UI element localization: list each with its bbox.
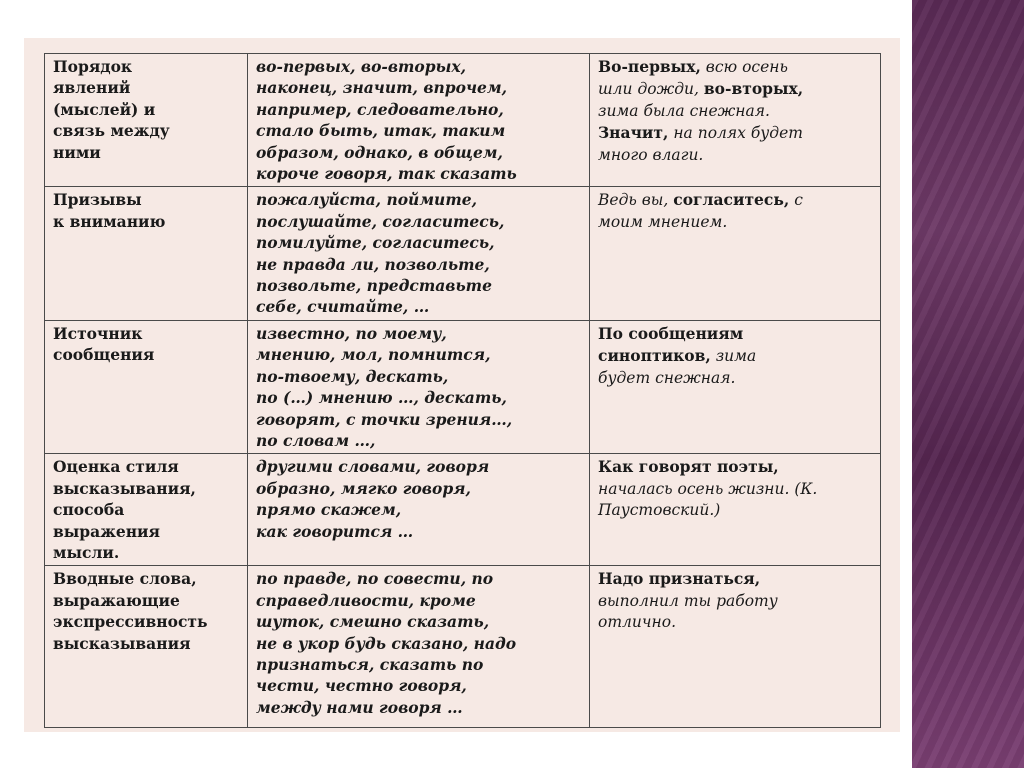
introductory-words-cell — [248, 454, 590, 566]
example-emphasis: во-вторых, — [703, 79, 804, 99]
example-text: много влаги. — [598, 145, 704, 164]
example-text: Паустовский.) — [598, 501, 721, 520]
words-line: образом, однако, в общем, — [256, 142, 503, 162]
example-line — [598, 323, 872, 345]
example-cell — [590, 320, 881, 453]
example-line — [598, 500, 872, 521]
category-cell — [45, 454, 248, 566]
example-text: началась осень жизни. (К. — [598, 479, 818, 498]
category-cell — [45, 566, 248, 728]
words-line: например, следовательно, — [256, 99, 504, 119]
words-line: шуток, смешно сказать, — [256, 612, 490, 632]
words-line: другими словами, говоря — [256, 457, 490, 477]
example-emphasis: синоптиков, — [598, 346, 711, 366]
words-line: по (…) мнению …, дескать, — [256, 388, 507, 408]
example-emphasis: Как говорят поэты, — [598, 457, 779, 477]
introductory-words-cell — [248, 54, 590, 187]
category-cell — [45, 54, 248, 187]
category-line: высказывания, — [53, 478, 196, 498]
words-line: по словам …, — [256, 430, 376, 450]
example-text: отлично. — [598, 613, 676, 632]
example-line — [598, 368, 872, 389]
category-line: к вниманию — [53, 211, 166, 231]
table-row — [45, 454, 881, 566]
words-line: короче говоря, так сказать — [256, 164, 517, 184]
category-cell — [45, 320, 248, 453]
category-line: Порядок — [53, 57, 133, 76]
category-line: экспрессивность — [53, 612, 208, 632]
example-cell — [590, 187, 881, 320]
example-cell — [590, 454, 881, 566]
table-row — [45, 54, 881, 187]
words-line: не правда ли, позвольте, — [256, 254, 490, 274]
words-line: справедливости, кроме — [256, 590, 476, 610]
example-emphasis: Значит, — [598, 123, 669, 143]
category-line: Источник — [53, 323, 143, 343]
words-line: мнению, мол, помнится, — [256, 345, 491, 365]
example-line — [598, 612, 872, 633]
example-text: шли дожди, — [598, 80, 704, 99]
example-line — [598, 101, 872, 122]
example-text: на полях будет — [668, 124, 803, 143]
example-text: будет снежная. — [598, 368, 736, 387]
words-line: позвольте, представьте — [256, 276, 492, 296]
introductory-words-cell — [248, 187, 590, 320]
category-line: (мыслей) и — [53, 99, 156, 119]
example-line — [598, 345, 872, 367]
words-line: чести, честно говоря, — [256, 676, 467, 696]
example-line — [598, 591, 872, 612]
table-row — [45, 566, 881, 728]
words-line: себе, считайте, … — [256, 297, 430, 317]
category-line: ними — [53, 142, 101, 162]
words-line: как говорится … — [256, 521, 414, 541]
introductory-words-cell — [248, 320, 590, 453]
category-line: высказывания — [53, 633, 191, 653]
example-cell — [590, 566, 881, 728]
table-row — [45, 320, 881, 453]
example-line — [598, 212, 872, 233]
example-text: Ведь вы, — [598, 191, 674, 210]
example-text: зима была снежная. — [598, 101, 770, 120]
table-row — [45, 187, 881, 320]
words-line: по-твоему, дескать, — [256, 366, 449, 386]
example-text: моим мнением. — [598, 212, 728, 231]
words-line: послушайте, согласитесь, — [256, 211, 505, 231]
example-text: выполнил ты работу — [598, 591, 778, 610]
category-line: Оценка стиля — [53, 457, 179, 477]
words-line: известно, по моему, — [256, 323, 447, 343]
category-line: мысли. — [53, 542, 120, 562]
words-line: между нами говоря … — [256, 697, 463, 717]
category-cell — [45, 187, 248, 320]
example-line — [598, 479, 872, 500]
category-line: сообщения — [53, 345, 155, 365]
introductory-words-table — [44, 53, 881, 728]
example-emphasis: По сообщениям — [598, 323, 744, 343]
category-line: выражения — [53, 521, 160, 541]
example-line — [598, 56, 872, 78]
example-emphasis: Во-первых, — [598, 57, 701, 76]
example-line — [598, 456, 872, 478]
example-text: с — [789, 191, 803, 210]
example-text: всю осень — [700, 58, 788, 76]
category-line: Вводные слова, — [53, 569, 197, 589]
words-line: прямо скажем, — [256, 500, 402, 520]
example-line — [598, 189, 872, 211]
decorative-side-panel — [912, 0, 1024, 768]
words-line: образно, мягко говоря, — [256, 478, 471, 498]
category-line: способа — [53, 500, 125, 520]
words-line: наконец, значит, впрочем, — [256, 78, 508, 98]
words-line: признаться, сказать по — [256, 654, 484, 674]
words-line: говорят, с точки зрения…, — [256, 409, 513, 429]
example-line — [598, 145, 872, 166]
example-line — [598, 568, 872, 590]
example-line — [598, 78, 872, 100]
category-line: связь между — [53, 121, 170, 141]
example-line — [598, 122, 872, 144]
example-emphasis: согласитесь, — [673, 190, 790, 210]
example-cell — [590, 54, 881, 187]
introductory-words-cell — [248, 566, 590, 728]
category-line: Призывы — [53, 190, 142, 210]
words-line: не в укор будь сказано, надо — [256, 633, 517, 653]
words-line: по правде, по совести, по — [256, 569, 494, 589]
words-line: стало быть, итак, таким — [256, 121, 506, 141]
words-line: пожалуйста, поймите, — [256, 190, 477, 210]
category-line: явлений — [53, 78, 131, 98]
example-text: зима — [710, 347, 757, 366]
words-line: помилуйте, согласитесь, — [256, 233, 495, 253]
example-emphasis: Надо признаться, — [598, 569, 761, 589]
words-line: во-первых, во-вторых, — [256, 57, 467, 76]
category-line: выражающие — [53, 590, 180, 610]
